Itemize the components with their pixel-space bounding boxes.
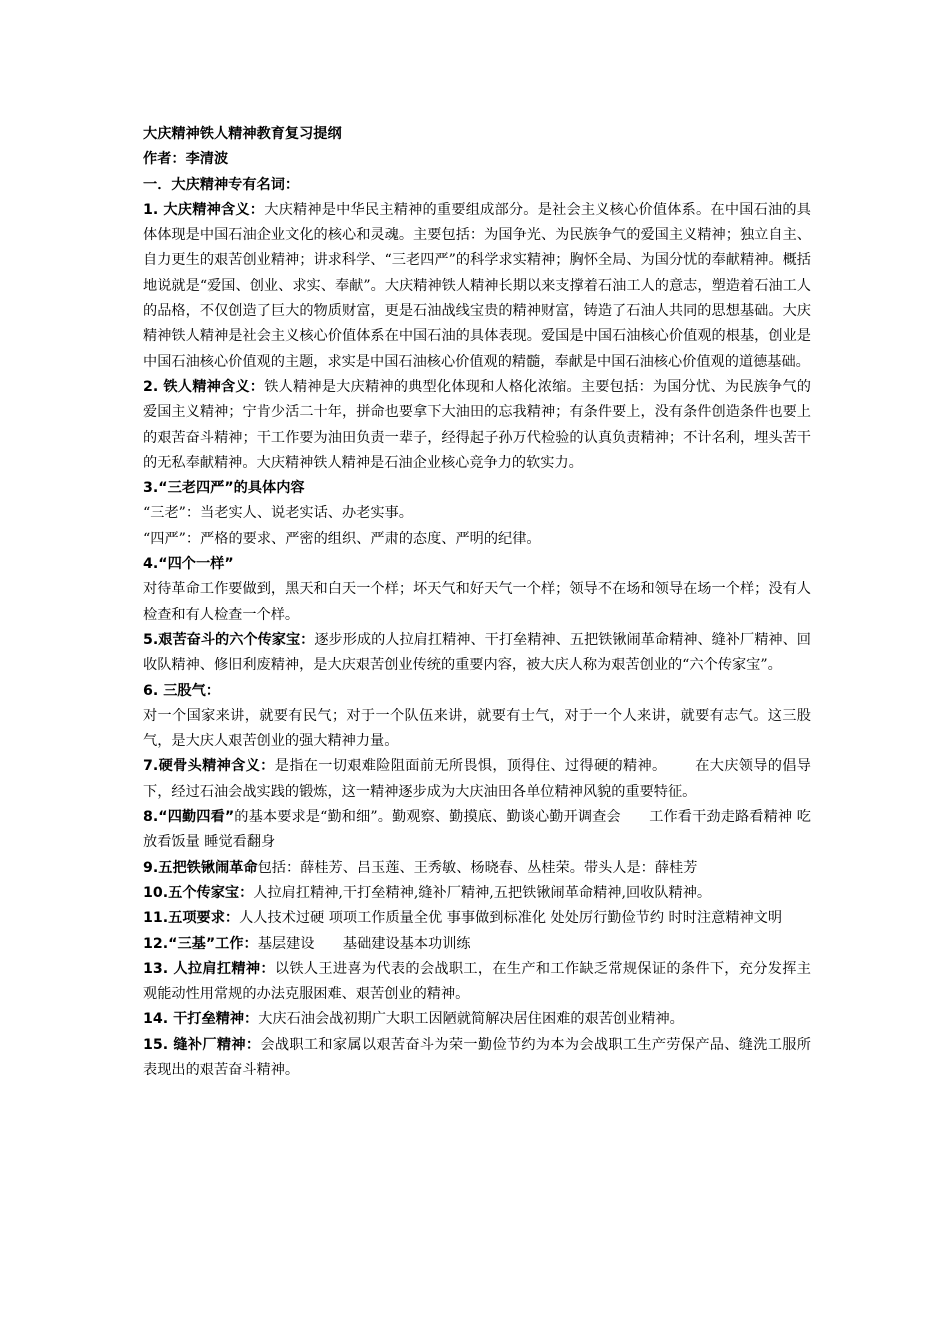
item-label: 14. 干打垒精神：	[143, 1011, 259, 1028]
item-si-yan	[143, 527, 811, 552]
item-label: 4.“四个一样”	[143, 556, 234, 573]
item-si-ge-yi-yang-text	[143, 577, 811, 628]
item-text: “四严”：严格的要求、严密的组织、严肃的态度、严明的纪律。	[143, 530, 541, 547]
item-text: 对待革命工作要做到，黑天和白天一个样；坏天气和好天气一个样；领导不在场和领导在场一个样；没有人检查和有人检查一个样。	[143, 581, 811, 623]
item-label: 12.“三基”工作：	[143, 935, 258, 952]
item-san-ji	[143, 932, 811, 957]
item-si-ge-yi-yang	[143, 552, 811, 577]
item-text: 会战职工和家属以艰苦奋斗为荣一勤俭节约为本为会战职工生产劳保产品、缝洗工服所表现出的艰苦奋斗精神。	[143, 1036, 811, 1078]
item-label: 8.“四勤四看”	[143, 809, 235, 826]
item-five-requirements	[143, 906, 811, 931]
item-iron-man-spirit	[143, 375, 811, 476]
item-text-continued: 基础建设基本功训练	[342, 935, 471, 952]
item-text: 铁人精神是大庆精神的典型化体现和人格化浓缩。主要包括：为国分忧、为民族争气的爱国主义精神；宁肯少活二十年，拼命也要拿下大油田的忘我精神；有条件要上，没有条件创造条件也要上的艰苦奋斗精神；干工作要为油田负责一辈子，经得起子孙万代检验的认真负责精神；不计名利，埋头苦干的无私奉献精神。大庆精神铁人精神是石油企业核心竞争力的软实力。	[143, 378, 811, 471]
item-san-gu-qi-text	[143, 704, 811, 755]
item-text: 大庆石油会战初期广大职工因陋就简解决居住困难的艰苦创业精神。	[258, 1011, 684, 1028]
item-label: 7.硬骨头精神含义：	[143, 758, 275, 775]
item-label: 13. 人拉肩扛精神：	[143, 960, 275, 977]
item-label: 2. 铁人精神含义：	[143, 378, 265, 395]
item-text: 对一个国家来讲，就要有民气；对于一个队伍来讲，就要有士气，对于一个人来讲，就要有志气。这三股气，是大庆人艰苦创业的强大精神力量。	[143, 707, 811, 750]
item-label: 3.“三老四严”的具体内容	[143, 480, 305, 497]
item-san-lao	[143, 501, 811, 526]
item-label: 10.五个传家宝：	[143, 884, 254, 901]
item-label: 9.五把铁锹闹革命	[143, 859, 258, 876]
item-label: 15. 缝补厂精神：	[143, 1036, 261, 1053]
item-five-shovels	[143, 856, 811, 881]
item-ren-la-jian-kang	[143, 957, 811, 1008]
item-text: 人拉肩扛精神,干打垒精神,缝补厂精神,五把铁锹闹革命精神,回收队精神。	[253, 884, 712, 901]
item-text: 人人技术过硬 项项工作质量全优 事事做到标准化 处处厉行勤俭节约 时时注意精神文明	[239, 910, 783, 927]
item-feng-bu-chang	[143, 1033, 811, 1084]
item-si-qin-si-kan	[143, 805, 811, 856]
item-label: 11.五项要求：	[143, 910, 240, 927]
item-label: 1. 大庆精神含义：	[143, 201, 265, 218]
section-heading: 一．大庆精神专有名词：	[143, 176, 300, 193]
item-gan-da-lei	[143, 1007, 811, 1032]
item-five-heirlooms	[143, 881, 811, 906]
document-title: 大庆精神铁人精神教育复习提纲	[143, 126, 342, 142]
item-six-heirlooms	[143, 628, 811, 679]
item-daqing-spirit	[143, 198, 811, 375]
item-text: “三老”：当老实人、说老实话、办老实事。	[143, 505, 413, 522]
item-text: 的基本要求是“勤和细”。勤观察、勤摸底、勤谈心勤开调查会	[234, 809, 621, 826]
item-text-continued: 工作看干劲走路看精神 吃放看饭量 睡觉看翻身	[143, 809, 811, 851]
item-san-lao-si-yan	[143, 476, 811, 501]
item-label: 6. 三股气：	[143, 682, 220, 699]
item-text: 包括：薛桂芳、吕玉莲、王秀敏、杨晓春、丛桂荣。带头人是：薛桂芳	[257, 859, 698, 876]
item-text-continued: 在大庆领导的倡导下，经过石油会战实践的锻炼，这一精神逐步成为大庆油田各单位精神风貌的重要特征。	[143, 758, 811, 800]
document-body	[143, 122, 811, 1083]
item-text: 大庆精神是中华民主精神的重要组成部分。是社会主义核心价值体系。在中国石油的具体体现是中国石油企业文化的核心和灵魂。主要包括：为国争光、为民族争气的爱国主义精神；独立自主、自力更生的艰苦创业精神；讲求科学、“三老四严”的科学求实精神；胸怀全局、为国分忧的奉献精神。概括地说就是“爱国、创业、求实、奉献”。大庆精神铁人精神长期以来支撑着石油工人的意志，塑造着石油工人的品格，不仅创造了巨大的物质财富，更是石油战线宝贵的精神财富，铸造了石油人共同的思想基础。大庆精神铁人精神是社会主义核心价值体系在中国石油的具体表现。爱国是中国石油核心价值观的根基，创业是中国石油核心价值观的主题，求实是中国石油核心价值观的精髓，奉献是中国石油核心价值观的道德基础。	[143, 201, 811, 370]
document-author: 作者：李清波	[143, 151, 229, 168]
item-text: 逐步形成的人拉肩扛精神、干打垒精神、五把铁锹闹革命精神、缝补厂精神、回收队精神、修旧利废精神，是大庆艰苦创业传统的重要内容，被大庆人称为艰苦创业的“六个传家宝”。	[143, 631, 811, 674]
item-san-gu-qi	[143, 679, 811, 704]
item-label: 5.艰苦奋斗的六个传家宝：	[143, 631, 315, 648]
item-text: 以铁人王进喜为代表的会战职工，在生产和工作缺乏常规保证的条件下，充分发挥主观能动性用常规的办法克服困难、艰苦创业的精神。	[143, 960, 811, 1003]
item-text: 是指在一切艰难险阻面前无所畏惧，顶得住、过得硬的精神。	[274, 758, 667, 775]
item-hard-bone-spirit	[143, 754, 811, 805]
item-text: 基层建设	[257, 935, 315, 952]
